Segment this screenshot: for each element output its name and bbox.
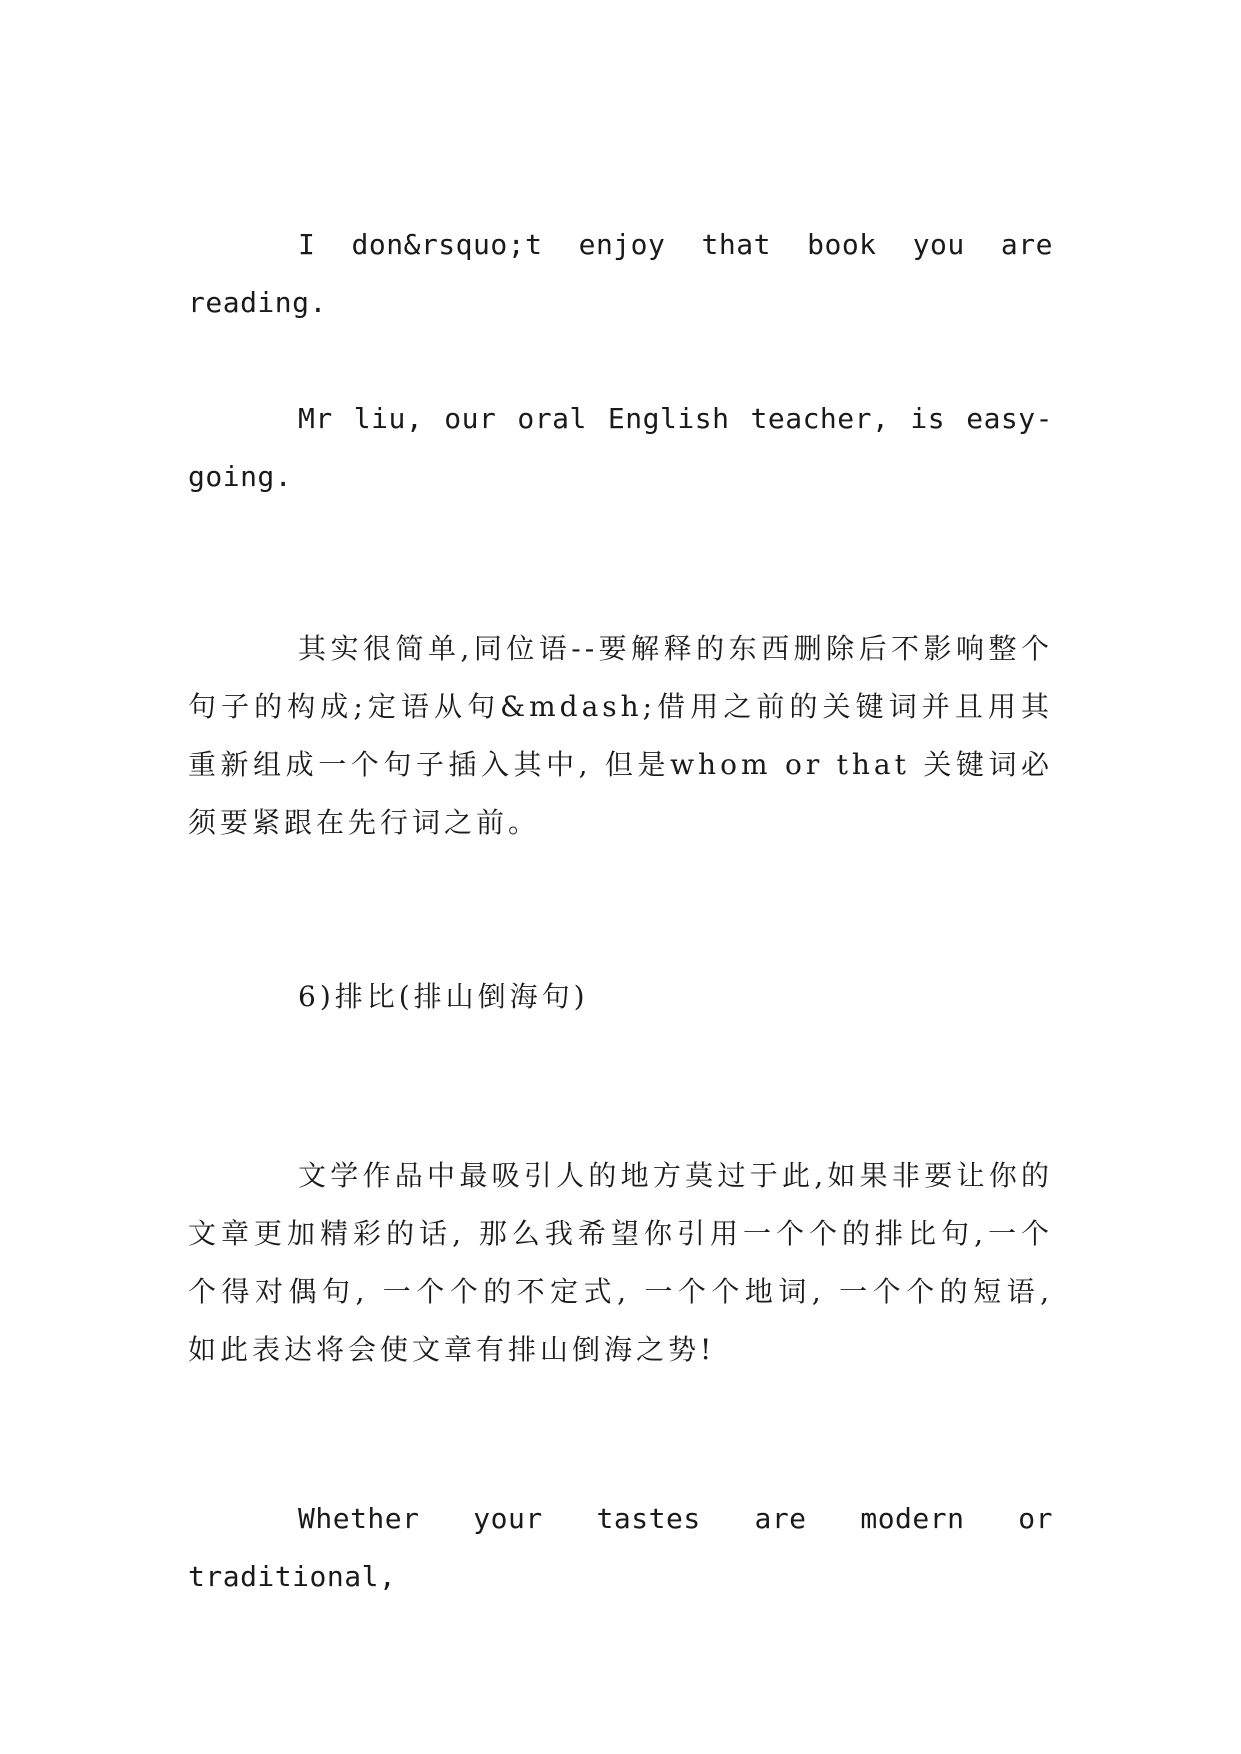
- paragraph-parallelism-explanation: 文学作品中最吸引人的地方莫过于此,如果非要让你的文章更加精彩的话, 那么我希望你引用一个个的排比句,一个个得对偶句, 一个个的不定式, 一个个地词, 一个个的短语, 如此表达将会使文章有排山倒海之势!: [188, 1159, 1053, 1366]
- paragraph-appositive-explanation: 其实很简单,同位语--要解释的东西删除后不影响整个句子的构成;定语从句&mdash;借用之前的关键词并且用其重新组成一个句子插入其中, 但是whom or that 关键词必须要紧跟在先行词之前。: [188, 632, 1053, 839]
- section-heading-parallelism: 6)排比(排山倒海句): [298, 980, 589, 1013]
- paragraph-english-2: Mr liu, our oral English teacher, is easy-going.: [188, 402, 1053, 493]
- paragraph-english-1: I don&rsquo;t enjoy that book you are reading.: [188, 228, 1053, 319]
- paragraph-english-3: Whether your tastes are modern or traditional,: [188, 1502, 1053, 1593]
